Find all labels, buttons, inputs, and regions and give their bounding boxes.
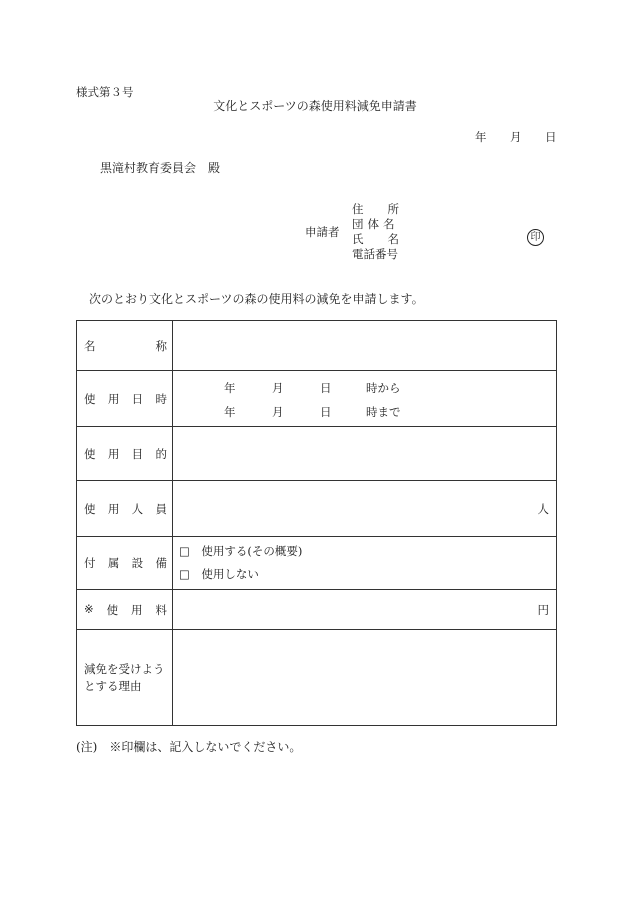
table-row-name: [77, 321, 557, 371]
name-field[interactable]: [173, 321, 557, 371]
footnote: (注) ※印欄は、記入しないでください。: [76, 740, 302, 754]
fee-field[interactable]: [173, 590, 557, 630]
table-row-datetime: [77, 371, 557, 427]
reason-field[interactable]: [173, 630, 557, 726]
applicant-group-label: 団 体 名: [352, 217, 395, 231]
seal-mark: 印: [527, 229, 544, 246]
table-row-fee: [77, 590, 557, 630]
applicant-address-label: 住 所: [352, 202, 399, 216]
purpose-label: 使 用 目 的: [77, 427, 173, 481]
form-number: 様式第３号: [76, 85, 134, 99]
application-table: [76, 320, 557, 726]
fee-unit: 円: [537, 602, 549, 617]
table-row-purpose: [77, 427, 557, 481]
equipment-field: [173, 537, 557, 590]
people-unit: 人: [537, 501, 549, 516]
checkbox-icon[interactable]: □: [179, 544, 190, 558]
name-label: 名 称: [77, 321, 173, 371]
applicant-label: 申請者: [305, 225, 340, 239]
datetime-field[interactable]: [173, 371, 557, 427]
datetime-from-line: 年 月 日 時から: [224, 380, 401, 395]
datetime-to-line: 年 月 日 時まで: [224, 404, 401, 419]
table-row-reason: [77, 630, 557, 726]
addressee: 黒滝村教育委員会 殿: [100, 161, 221, 175]
intro-text: 次のとおり文化とスポーツの森の使用料の減免を申請します。: [89, 292, 424, 306]
checkbox-icon[interactable]: □: [179, 567, 190, 581]
equipment-label: 付 属 設 備: [77, 537, 173, 590]
fee-label: ※ 使 用 料: [77, 590, 173, 630]
table-row-people: [77, 481, 557, 537]
applicant-phone-label: 電話番号: [352, 247, 398, 261]
purpose-field[interactable]: [173, 427, 557, 481]
date-month-label: 月: [510, 130, 522, 144]
people-label: 使 用 人 員: [77, 481, 173, 537]
form-title: 文化とスポーツの森使用料減免申請書: [213, 99, 417, 113]
date-year-label: 年: [475, 130, 487, 144]
date-day-label: 日: [545, 130, 557, 144]
datetime-label: 使 用 日 時: [77, 371, 173, 427]
equipment-option-use[interactable]: □ 使用する(その概要): [179, 544, 303, 558]
applicant-name-label: 氏 名: [352, 232, 399, 246]
equipment-option-no-use[interactable]: □ 使用しない: [179, 567, 259, 581]
table-row-equipment: [77, 537, 557, 590]
people-field[interactable]: [173, 481, 557, 537]
reason-label: 減免を受けよう とする理由: [77, 630, 173, 726]
